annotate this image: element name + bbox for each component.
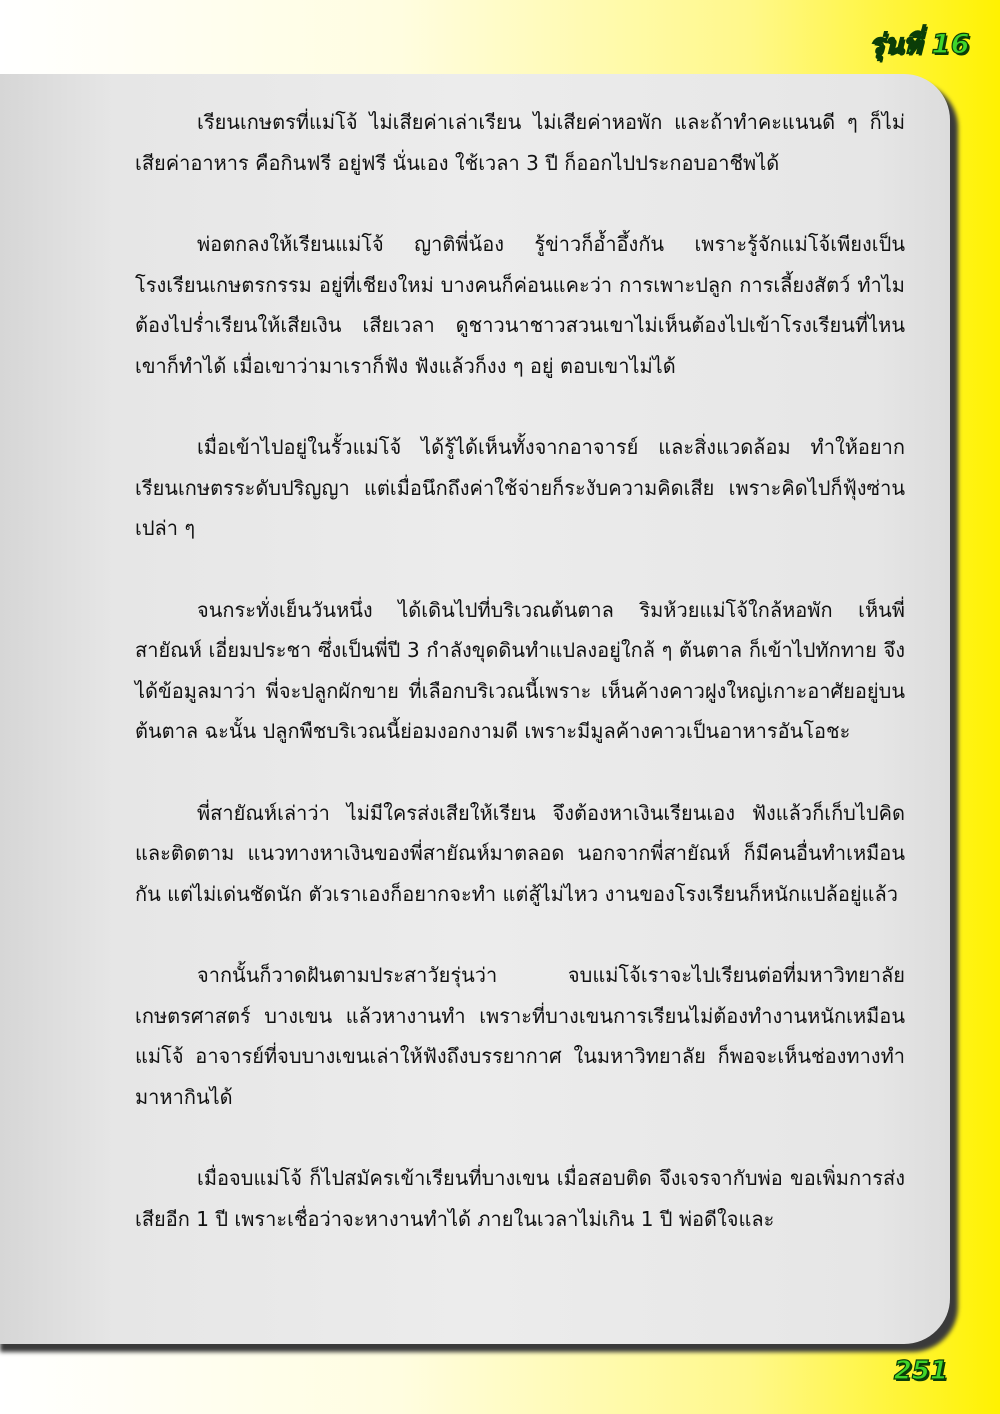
paragraph: เรียนเกษตรที่แม่โจ้ ไม่เสียค่าเล่าเรียน ไม่เสียค่าหอพัก และถ้าทำคะแนนดี ๆ ก็ไม่เสียค่าอาหาร คือกินฟรี อยู่ฟรี นั่นเอง ใช้เวลา 3 ปี ก็ออกไปประกอบอาชีพได้ xyxy=(135,110,905,175)
paragraph: จนกระทั่งเย็นวันหนึ่ง ได้เดินไปที่บริเวณต้นตาล ริมห้วยแม่โจ้ใกล้หอพัก เห็นพี่สายัณห์ เอี่ยมประชา ซึ่งเป็นพี่ปี 3 กำลังขุดดินทำแปลงอยู่ใกล้ ๆ ต้นตาล ก็เข้าไปทักทาย จึงได้ข้อมูลมาว่า พี่จะปลูกผักขาย ที่เลือกบริเวณนี้เพราะ เห็นค้างคาวฝูงใหญ่เกาะอาศัยอยู่บนต้นตาล ฉะนั้น ปลูกพืชบริเวณนี้ย่อมงอกงามดี เพราะมีมูลค้างคาวเป็นอาหารอันโอชะ xyxy=(135,597,905,743)
paragraph: เมื่อจบแม่โจ้ ก็ไปสมัครเข้าเรียนที่บางเขน เมื่อสอบติด จึงเจรจากับพ่อ ขอเพิ่มการส่งเสียอีก 1 ปี เพราะเชื่อว่าจะหางานทำได้ ภายในเวลาไม่เกิน 1 ปี พ่อดีใจและ xyxy=(135,1166,905,1231)
generation-label: รุ่นที่ 16 xyxy=(869,29,970,60)
page-number: 251 xyxy=(893,1356,948,1386)
paragraph: จากนั้นก็วาดฝันตามประสาวัยรุ่นว่า จบแม่โจ้เราจะไปเรียนต่อที่มหาวิทยาลัยเกษตรศาสตร์ บางเขน แล้วหางานทำ เพราะที่บางเขนการเรียนไม่ต้องทำงานหนักเหมือนแม่โจ้ อาจารย์ที่จบบางเขนเล่าให้ฟังถึงบรรยากาศ ในมหาวิทยาลัย ก็พอจะเห็นช่องทางทำมาหากินได้ xyxy=(135,963,905,1109)
paragraph: พี่สายัณห์เล่าว่า ไม่มีใครส่งเสียให้เรียน จึงต้องหาเงินเรียนเอง ฟังแล้วก็เก็บไปคิดและติดตาม แนวทางหาเงินของพี่สายัณห์มาตลอด นอกจากพี่สายัณห์ ก็มีคนอื่นทำเหมือนกัน แต่ไม่เด่นชัดนัก ตัวเราเองก็อยากจะทำ แต่สู้ไม่ไหว งานของโรงเรียนก็หนักแปล้อยู่แล้ว xyxy=(135,800,905,906)
paragraph: พ่อตกลงให้เรียนแม่โจ้ ญาติพี่น้อง รู้ข่าวก็อ้ำอึ้งกัน เพราะรู้จักแม่โจ้เพียงเป็นโรงเรียนเกษตรกรรม อยู่ที่เชียงใหม่ บางคนก็ค่อนแคะว่า การเพาะปลูก การเลี้ยงสัตว์ ทำไมต้องไปร่ำเรียนให้เสียเงิน เสียเวลา ดูชาวนาชาวสวนเขาไม่เห็นต้องไปเข้าโรงเรียนที่ไหน เขาก็ทำได้ เมื่อเขาว่ามาเราก็ฟัง ฟังแล้วก็งง ๆ อยู่ ตอบเขาไม่ได้ xyxy=(135,232,905,378)
body-text xyxy=(135,102,905,1280)
paragraph: เมื่อเข้าไปอยู่ในรั้วแม่โจ้ ได้รู้ได้เห็นทั้งจากอาจารย์ และสิ่งแวดล้อม ทำให้อยากเรียนเกษตรระดับปริญญา แต่เมื่อนึกถึงค่าใช้จ่ายก็ระงับความคิดเสีย เพราะคิดไปก็ฟุ้งซ่านเปล่า ๆ xyxy=(135,435,905,540)
